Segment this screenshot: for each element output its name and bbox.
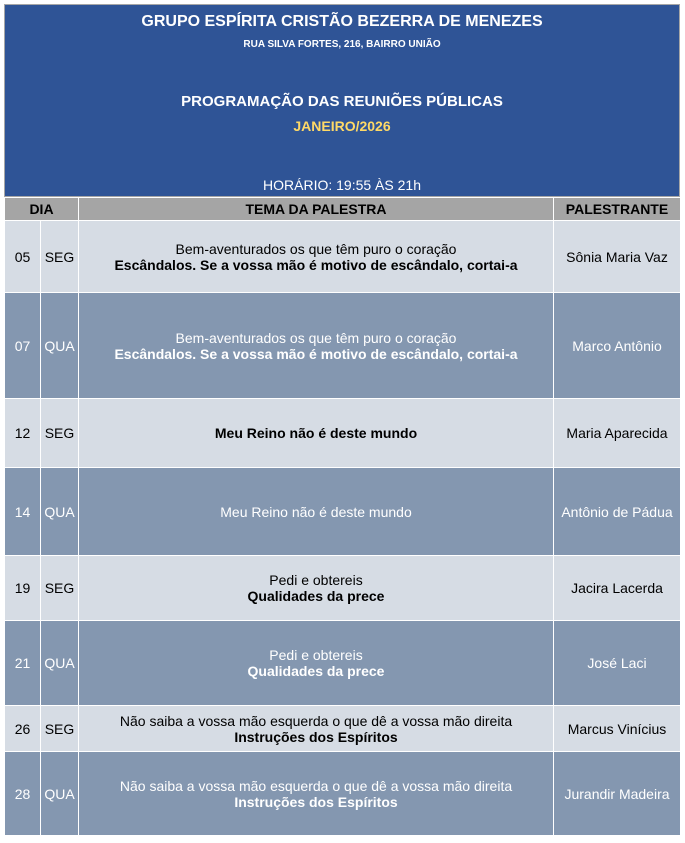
organization-address: RUA SILVA FORTES, 216, BAIRRO UNIÃO xyxy=(243,39,441,50)
theme-line-1: Não saiba a vossa mão esquerda o que dê a vossa mão direita xyxy=(119,712,513,729)
theme-line-1: Pedi e obtereis xyxy=(269,647,363,663)
program-title: PROGRAMAÇÃO DAS REUNIÕES PÚBLICAS xyxy=(181,93,503,110)
row-day: 26 xyxy=(5,706,41,752)
theme-line-1: Meu Reino não é deste mundo xyxy=(220,503,412,520)
row-day: 21 xyxy=(5,621,41,706)
theme-line-2: Instruções dos Espíritos xyxy=(234,728,398,745)
table-row xyxy=(5,399,681,468)
table-row xyxy=(5,293,681,399)
theme-line-1: Pedi e obtereis xyxy=(269,572,363,588)
row-day: 12 xyxy=(5,399,41,468)
theme-line-1: Bem-aventurados os que têm puro o coração xyxy=(175,329,457,346)
row-theme xyxy=(79,293,554,399)
theme-line-2: Escândalos. Se a vossa mão é motivo de escândalo, cortai-a xyxy=(114,345,518,362)
table-row xyxy=(5,752,681,836)
table-row xyxy=(5,621,681,706)
table-row xyxy=(5,468,681,556)
row-theme xyxy=(79,556,554,621)
row-weekday: QUA xyxy=(41,468,79,556)
program-month: JANEIRO/2026 xyxy=(293,118,391,134)
theme-line-1: Bem-aventurados os que têm puro o coração xyxy=(175,240,457,257)
row-speaker: Sônia Maria Vaz xyxy=(554,221,681,293)
row-speaker: Marcus Vinícius xyxy=(554,706,681,752)
sheet-header xyxy=(4,4,680,197)
lectures-table xyxy=(4,197,681,836)
row-theme xyxy=(79,621,554,706)
row-speaker: Maria Aparecida xyxy=(554,399,681,468)
row-speaker: Jurandir Madeira xyxy=(554,752,681,836)
table-row xyxy=(5,221,681,293)
row-theme xyxy=(79,221,554,293)
theme-line-1: Não saiba a vossa mão esquerda o que dê a vossa mão direita xyxy=(119,777,513,794)
row-weekday: QUA xyxy=(41,752,79,836)
column-header-day: DIA xyxy=(5,198,79,221)
row-theme xyxy=(79,468,554,556)
row-weekday: SEG xyxy=(41,556,79,621)
schedule-sheet xyxy=(4,4,680,836)
row-day: 05 xyxy=(5,221,41,293)
column-header-speaker: PALESTRANTE xyxy=(554,198,681,221)
theme-line-2: Qualidades da prece xyxy=(247,588,385,604)
table-row xyxy=(5,706,681,752)
theme-line-2: Escândalos. Se a vossa mão é motivo de escândalo, cortai-a xyxy=(114,256,518,273)
row-theme xyxy=(79,399,554,468)
table-header-row xyxy=(5,198,681,221)
row-weekday: SEG xyxy=(41,221,79,293)
row-theme xyxy=(79,706,554,752)
row-day: 19 xyxy=(5,556,41,621)
row-weekday: SEG xyxy=(41,399,79,468)
row-day: 28 xyxy=(5,752,41,836)
organization-name: GRUPO ESPÍRITA CRISTÃO BEZERRA DE MENEZES xyxy=(141,13,543,30)
table-row xyxy=(5,556,681,621)
row-day: 07 xyxy=(5,293,41,399)
theme-line-1: Meu Reino não é deste mundo xyxy=(214,425,418,441)
row-weekday: QUA xyxy=(41,293,79,399)
row-weekday: SEG xyxy=(41,706,79,752)
theme-line-2: Qualidades da prece xyxy=(247,663,385,679)
row-speaker: Jacira Lacerda xyxy=(554,556,681,621)
row-day: 14 xyxy=(5,468,41,556)
row-speaker: José Laci xyxy=(554,621,681,706)
theme-line-2: Instruções dos Espíritos xyxy=(234,793,398,810)
row-theme xyxy=(79,752,554,836)
row-speaker: Marco Antônio xyxy=(554,293,681,399)
row-speaker: Antônio de Pádua xyxy=(554,468,681,556)
meeting-schedule: HORÁRIO: 19:55 ÀS 21h xyxy=(263,177,421,193)
column-header-theme: TEMA DA PALESTRA xyxy=(79,198,554,221)
row-weekday: QUA xyxy=(41,621,79,706)
